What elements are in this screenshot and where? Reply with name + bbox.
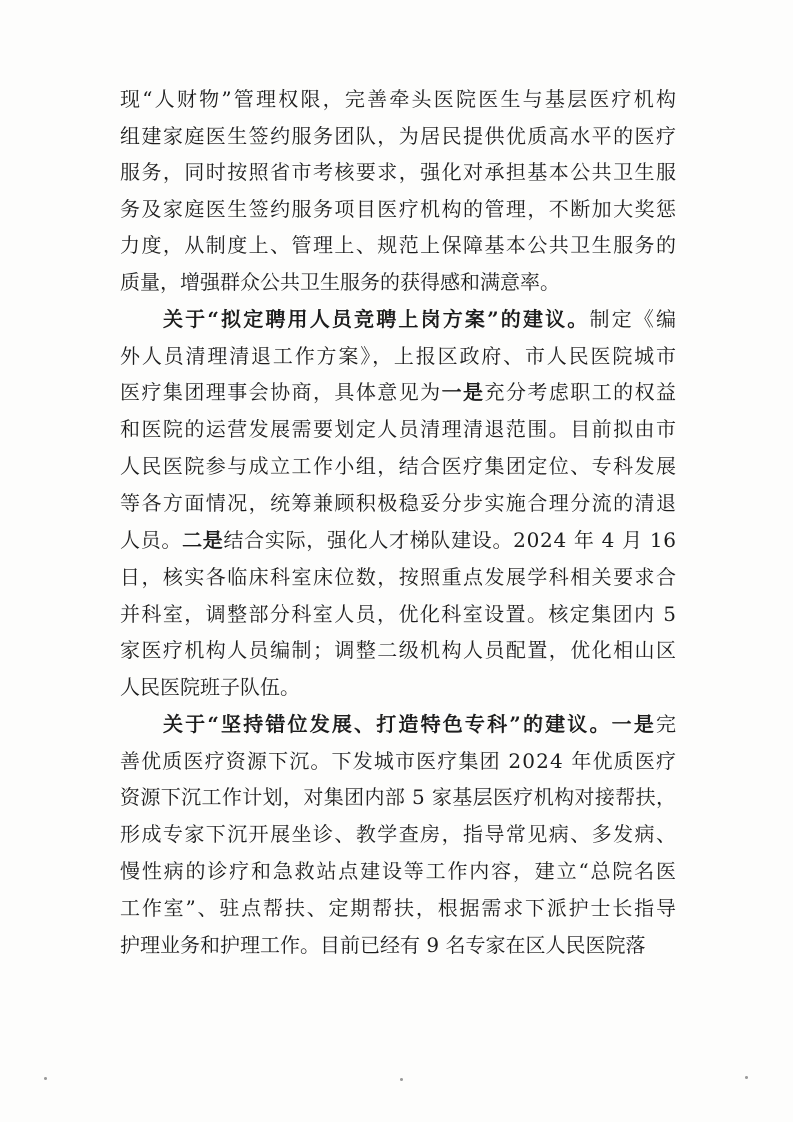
text-line <box>120 118 677 154</box>
text-line <box>120 559 677 595</box>
text-line <box>120 890 678 926</box>
text-line <box>120 779 676 815</box>
text-line <box>120 596 677 632</box>
text-segment: 结合实际，强化人才梯队建设。2024 年 4 月 16 <box>223 528 677 552</box>
text-segment: 质量，增强群众公共卫生服务的获得感和满意率。 <box>120 270 560 294</box>
text-segment: 护理业务和护理工作。目前已经有 9 名专家在区人民医院落 <box>120 933 646 957</box>
text-line <box>163 706 678 742</box>
scan-speck <box>44 1077 47 1080</box>
text-segment: 现“人财物”管理权限，完善牵头医院医生与基层医疗机构 <box>120 87 679 111</box>
text-segment: 服务，同时按照省市考核要求，强化对承担基本公共卫生服 <box>120 160 678 184</box>
text-line <box>120 338 678 374</box>
text-line <box>120 522 677 558</box>
text-segment: 力度，从制度上、管理上、规范上保障基本公共卫生服务的 <box>120 233 678 257</box>
text-line <box>120 264 560 300</box>
bold-text-segment: 一是 <box>441 380 485 404</box>
text-line <box>120 411 677 447</box>
text-segment: 医疗集团理事会协商，具体意见为 <box>120 380 442 404</box>
text-line <box>120 81 678 117</box>
bold-text-segment: 关于“拟定聘用人员竞聘上岗方案”的建议。 <box>163 307 590 331</box>
text-segment: 并科室，调整部分科室人员，优化科室设置。核定集团内 5 <box>120 602 678 626</box>
text-line <box>120 669 300 705</box>
text-segment: 形成专家下沉开展坐诊、教学查房，指导常见病、多发病、 <box>120 822 678 846</box>
bold-text-segment: 二是 <box>182 528 224 552</box>
text-segment: 务及家庭医生签约服务项目医疗机构的管理，不断加大奖惩 <box>120 197 678 221</box>
text-segment: 人民医院参与成立工作小组，结合医疗集团定位、专科发展 <box>120 454 678 478</box>
text-segment: 制定《编 <box>589 307 679 331</box>
text-segment: 资源下沉工作计划，对集团内部 5 家基层医疗机构对接帮扶， <box>120 785 677 809</box>
text-segment: 充分考虑职工的权益 <box>484 380 678 404</box>
text-line <box>120 448 677 484</box>
text-line <box>120 485 677 521</box>
text-line <box>120 853 678 889</box>
text-segment: 外人员清理清退工作方案》，上报区政府、市人民医院城市 <box>120 344 678 368</box>
text-line <box>120 374 677 410</box>
text-segment: 组建家庭医生签约服务团队，为居民提供优质高水平的医疗 <box>120 124 678 148</box>
scan-speck <box>745 1076 748 1079</box>
text-line <box>120 632 677 668</box>
text-segment: 完 <box>656 712 679 736</box>
text-line <box>163 301 678 337</box>
text-segment: 日，核实各临床科室床位数，按照重点发展学科相关要求合 <box>120 565 678 589</box>
text-segment: 人员。 <box>120 528 183 552</box>
text-line <box>120 743 677 779</box>
text-line <box>120 816 677 852</box>
text-line <box>120 927 645 963</box>
text-segment: 等各方面情况，统筹兼顾积极稳妥分步实施合理分流的清退 <box>120 491 678 515</box>
text-segment: 善优质医疗资源下沉。下发城市医疗集团 2024 年优质医疗 <box>120 749 678 773</box>
text-segment: 人民医院班子队伍。 <box>120 675 300 699</box>
text-segment: 家医疗机构人员编制；调整二级机构人员配置，优化相山区 <box>120 638 678 662</box>
text-segment: 慢性病的诊疗和急救站点建设等工作内容，建立“总院名医 <box>120 859 678 883</box>
text-segment: 和医院的运营发展需要划定人员清理清退范围。目前拟由市 <box>120 417 678 441</box>
text-segment: 工作室”、驻点帮扶、定期帮扶，根据需求下派护士长指导 <box>120 896 678 920</box>
bold-text-segment: 一是 <box>611 712 656 736</box>
text-line <box>120 227 677 263</box>
scan-speck <box>400 1078 403 1081</box>
text-line <box>120 154 677 190</box>
text-line <box>120 191 677 227</box>
bold-text-segment: 关于“坚持错位发展、打造特色专科”的建议。 <box>163 712 612 736</box>
